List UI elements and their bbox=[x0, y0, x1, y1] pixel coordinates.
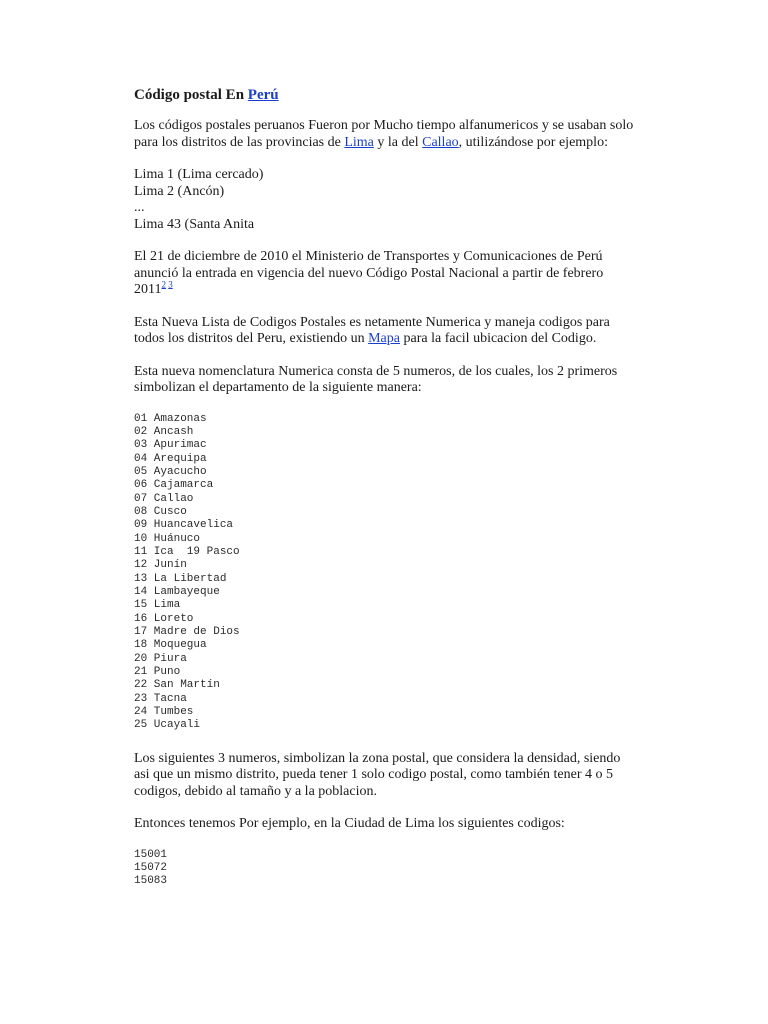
code-line: 18 Moquegua bbox=[134, 639, 207, 652]
code-line: 11 Ica 19 Pasco bbox=[134, 545, 240, 558]
code-line: 03 Apurimac bbox=[134, 439, 207, 452]
code-line: 15001 bbox=[134, 848, 168, 861]
code-line: 25 Ucayali bbox=[134, 719, 201, 732]
example-item: Lima 1 (Lima cercado) bbox=[134, 167, 264, 182]
intro-text-1: Los códigos postales peruanos Fueron por Mucho tiempo alfanumericos y se usaban solo para los distritos de las provincias de bbox=[134, 118, 634, 150]
code-line: 14 Lambayeque bbox=[134, 585, 220, 598]
example-intro-paragraph: Entonces tenemos Por ejemplo, en la Ciudad de Lima los siguientes codigos: bbox=[134, 816, 565, 832]
example-item: Lima 43 (Santa Anita bbox=[134, 216, 255, 232]
intro-text-3: , utilizándose por ejemplo: bbox=[458, 134, 608, 150]
intro-paragraph bbox=[134, 118, 634, 151]
code-line: 24 Tumbes bbox=[134, 706, 194, 719]
nomenclature-paragraph: Esta nueva nomenclatura Numerica consta de 5 numeros, de los cuales, los 2 primeros simbolizan el departamento de la siguiente manera: bbox=[134, 363, 618, 395]
code-line: 04 Arequipa bbox=[134, 452, 207, 465]
code-line: 20 Piura bbox=[134, 652, 187, 665]
code-line: 15083 bbox=[134, 875, 168, 888]
code-line: 10 Huánuco bbox=[134, 532, 201, 545]
reference-2-link[interactable]: 2 bbox=[161, 279, 166, 290]
document-page bbox=[134, 84, 634, 907]
department-code-list bbox=[134, 413, 634, 733]
lima-code-list bbox=[134, 849, 634, 889]
intro-text-2: y la del bbox=[373, 134, 423, 150]
code-line: 16 Loreto bbox=[134, 612, 194, 625]
title-prefix: Código postal En bbox=[134, 87, 248, 103]
code-line: 07 Callao bbox=[134, 492, 194, 505]
example-item: Lima 2 (Ancón) bbox=[134, 183, 225, 199]
code-line: 22 San Martín bbox=[134, 679, 220, 692]
code-line: 02 Ancash bbox=[134, 425, 194, 438]
page-title bbox=[134, 84, 634, 106]
reference-3-link[interactable]: 3 bbox=[168, 279, 173, 290]
code-line: 09 Huancavelica bbox=[134, 519, 234, 532]
peru-link[interactable]: Perú bbox=[247, 87, 279, 103]
code-line: 15072 bbox=[134, 862, 168, 875]
numeric-list-text-1: Esta Nueva Lista de Codigos Postales es netamente Numerica y maneja codigos para todos los distritos del Peru, existiendo un bbox=[134, 314, 610, 346]
numeric-list-text-2: para la facil ubicacion del Codigo. bbox=[400, 331, 597, 346]
zone-paragraph: Los siguientes 3 numeros, simbolizan la zona postal, que considera la densidad, siendo asi que un mismo distrito, pueda tener 1 solo codigo postal, como también tener 4 o 5 codigos, debido al tamaño y a la poblacion. bbox=[134, 750, 621, 799]
code-line: 13 La Libertad bbox=[134, 572, 227, 585]
code-line: 06 Cajamarca bbox=[134, 479, 214, 492]
code-line: 05 Ayacucho bbox=[134, 465, 207, 478]
numeric-list-paragraph bbox=[134, 315, 634, 348]
code-line: 15 Lima bbox=[134, 599, 181, 612]
code-line: 17 Madre de Dios bbox=[134, 626, 240, 638]
code-line: 21 Puno bbox=[134, 666, 181, 679]
announcement-paragraph bbox=[134, 249, 634, 299]
code-line: 12 Junín bbox=[134, 559, 187, 572]
lima-link[interactable]: Lima bbox=[344, 134, 374, 150]
mapa-link[interactable]: Mapa bbox=[368, 331, 400, 346]
example-item: ... bbox=[134, 200, 145, 215]
code-line: 08 Cusco bbox=[134, 505, 187, 518]
callao-link[interactable]: Callao bbox=[422, 134, 459, 150]
announcement-text: El 21 de diciembre de 2010 el Ministerio de Transportes y Comunicaciones de Perú anunció la entrada en vigencia del nuevo Código Postal Nacional a partir de febrero 2011 bbox=[134, 249, 604, 297]
examples-list bbox=[134, 167, 634, 233]
code-line: 23 Tacna bbox=[134, 692, 187, 705]
code-line: 01 Amazonas bbox=[134, 412, 207, 425]
